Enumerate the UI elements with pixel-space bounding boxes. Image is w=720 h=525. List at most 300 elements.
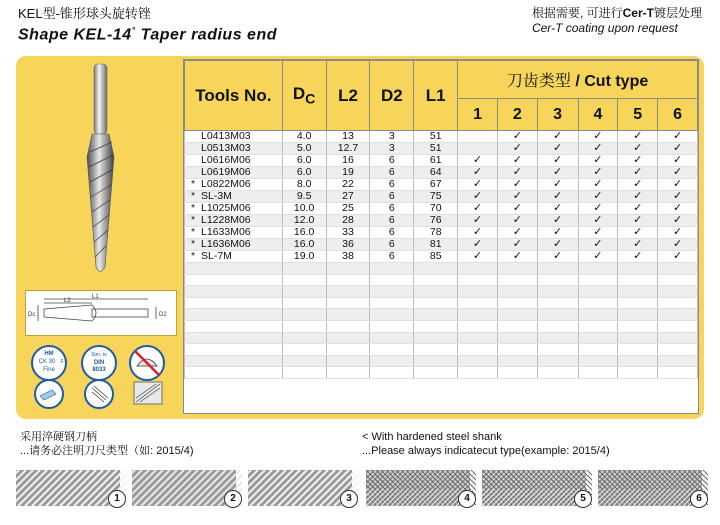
empty-cell: [658, 367, 698, 379]
dim-l2: L2: [64, 298, 71, 304]
cut-5-check-icon: ✓: [618, 167, 658, 179]
empty-cell: [497, 332, 537, 344]
cut-sample-1: [16, 466, 126, 510]
empty-cell: [370, 344, 414, 356]
table-row: [185, 143, 698, 155]
empty-cell: [497, 367, 537, 379]
cut-3-check-icon: ✓: [537, 131, 578, 143]
cut-6-check-icon: ✓: [658, 215, 698, 227]
cut-4-check-icon: ✓: [578, 167, 618, 179]
cut-6-check-icon: ✓: [658, 227, 698, 239]
empty-cell: [370, 297, 414, 309]
cut-3-check-icon: ✓: [537, 191, 578, 203]
cut-3-check-icon: ✓: [537, 215, 578, 227]
empty-cell: [414, 344, 458, 356]
title-en-rest: Taper radius end: [140, 26, 277, 44]
empty-cell: [326, 286, 370, 298]
empty-cell: [658, 355, 698, 367]
star-marker: *: [191, 190, 196, 202]
l2-cell: 22: [326, 179, 370, 191]
empty-cell: [414, 320, 458, 332]
empty-cell: [282, 344, 326, 356]
dc-cell: 6.0: [282, 155, 326, 167]
empty-cell: [414, 309, 458, 321]
sim-to-label: Sim. to: [91, 352, 107, 358]
cut-6-check-icon: ✓: [658, 155, 698, 167]
empty-cell: [658, 320, 698, 332]
cut-sample-number-badge: 4: [458, 490, 476, 508]
star-marker: *: [191, 214, 196, 226]
cut-5-check-icon: ✓: [618, 239, 658, 251]
cut-5-check-icon: ✓: [618, 155, 658, 167]
cut-4-check-icon: ✓: [578, 239, 618, 251]
cut-sample-5: [482, 466, 592, 510]
empty-cell: [414, 286, 458, 298]
empty-cell: [497, 355, 537, 367]
dc-cell: 19.0: [282, 251, 326, 263]
caption-cn-line1: 采用淬硬钢刀柄: [20, 431, 97, 443]
empty-cell: [185, 355, 283, 367]
empty-cell: [458, 263, 498, 275]
empty-cell: [658, 309, 698, 321]
dim-dc: Dc: [28, 312, 36, 318]
cut-2-check-icon: ✓: [497, 239, 537, 251]
cut-4-check-icon: ✓: [578, 143, 618, 155]
cut-3-check-icon: ✓: [537, 203, 578, 215]
l1-cell: 64: [414, 167, 458, 179]
empty-cell: [537, 320, 578, 332]
empty-cell: [282, 286, 326, 298]
empty-cell: [185, 263, 283, 275]
tool-number: L1636M06: [201, 238, 251, 250]
tool-number-cell: [185, 203, 283, 215]
tool-number: L0616M06: [201, 154, 251, 166]
dc-cell: 10.0: [282, 203, 326, 215]
empty-cell: [458, 309, 498, 321]
l2-cell: 38: [326, 251, 370, 263]
empty-cell: [537, 332, 578, 344]
cut-5-check-icon: ✓: [618, 251, 658, 263]
title-block: [18, 6, 277, 44]
grade-side-label: F: [60, 359, 64, 365]
col-cut-4: 4: [578, 99, 618, 131]
empty-cell: [658, 274, 698, 286]
empty-cell: [537, 309, 578, 321]
cut-4-check-icon: ✓: [578, 179, 618, 191]
empty-cell: [618, 286, 658, 298]
coating-note: [532, 6, 702, 36]
spec-table-container: [183, 59, 699, 414]
l1-cell: 51: [414, 143, 458, 155]
col-cut-3: 3: [537, 99, 578, 131]
empty-cell: [414, 274, 458, 286]
col-dc-main: D: [292, 83, 306, 103]
l2-cell: 19: [326, 167, 370, 179]
cut-3-check-icon: ✓: [537, 155, 578, 167]
table-row-empty: [185, 355, 698, 367]
empty-cell: [537, 344, 578, 356]
cut-3-check-icon: ✓: [537, 227, 578, 239]
cut-5-check-icon: ✓: [618, 227, 658, 239]
cut-5-check-icon: ✓: [618, 143, 658, 155]
coating-note-cn: [532, 6, 702, 21]
tool-number-cell: [185, 191, 283, 203]
cut-2-check-icon: ✓: [497, 203, 537, 215]
star-marker: *: [191, 250, 196, 262]
l2-cell: 12.7: [326, 143, 370, 155]
l2-cell: 33: [326, 227, 370, 239]
cut-sample-6: [598, 466, 708, 510]
empty-cell: [370, 367, 414, 379]
col-l2: L2: [326, 61, 370, 131]
cut-sample-number-badge: 1: [108, 490, 126, 508]
empty-cell: [537, 263, 578, 275]
tool-number-cell: [185, 143, 283, 155]
l1-cell: 70: [414, 203, 458, 215]
empty-cell: [414, 332, 458, 344]
cut-2-check-icon: ✓: [497, 131, 537, 143]
empty-cell: [458, 344, 498, 356]
tool-number-cell: [185, 179, 283, 191]
empty-cell: [537, 286, 578, 298]
empty-cell: [370, 263, 414, 275]
d2-cell: 6: [370, 179, 414, 191]
empty-cell: [537, 367, 578, 379]
cut-5-check-icon: ✓: [618, 203, 658, 215]
cut-type-en: Cut type: [584, 73, 649, 90]
empty-cell: [370, 320, 414, 332]
title-en-main: Shape KEL-14: [18, 26, 132, 44]
empty-cell: [658, 332, 698, 344]
fine-label: Fine: [43, 367, 55, 373]
cut-4-check-icon: ✓: [578, 215, 618, 227]
empty-cell: [578, 355, 618, 367]
dc-cell: 9.5: [282, 191, 326, 203]
empty-cell: [618, 309, 658, 321]
cut-6-check-icon: ✓: [658, 239, 698, 251]
caption-en-line1: < With hardened steel shank: [362, 431, 502, 443]
empty-cell: [370, 332, 414, 344]
table-row-empty: [185, 297, 698, 309]
star-marker: *: [191, 178, 196, 190]
cut-type-sep: /: [575, 73, 580, 90]
star-marker: *: [191, 202, 196, 214]
din-label: DIN: [93, 360, 105, 366]
burr-tool-illustration: [22, 62, 177, 284]
empty-cell: [326, 263, 370, 275]
table-row: [185, 167, 698, 179]
empty-cell: [578, 263, 618, 275]
cut-2-check-icon: ✓: [497, 155, 537, 167]
empty-cell: [185, 367, 283, 379]
empty-cell: [326, 320, 370, 332]
empty-cell: [618, 320, 658, 332]
table-row: [185, 179, 698, 191]
cut-sample-3: [248, 466, 358, 510]
tool-number-cell: [185, 251, 283, 263]
caption-cn: [20, 430, 194, 458]
empty-cell: [537, 274, 578, 286]
dim-l1: L1: [92, 294, 99, 300]
l1-cell: 61: [414, 155, 458, 167]
empty-cell: [458, 367, 498, 379]
table-row-empty: [185, 274, 698, 286]
title-en-degree: °: [131, 25, 136, 35]
dim-d2: D2: [159, 312, 167, 318]
l1-cell: 75: [414, 191, 458, 203]
empty-cell: [497, 320, 537, 332]
empty-cell: [414, 367, 458, 379]
dc-cell: 6.0: [282, 167, 326, 179]
tool-number: L0619M06: [201, 166, 251, 178]
grade-label: CK 30: [38, 359, 56, 365]
cut-3-check-icon: ✓: [537, 143, 578, 155]
empty-cell: [658, 297, 698, 309]
empty-cell: [618, 367, 658, 379]
tool-number-cell: [185, 167, 283, 179]
empty-cell: [458, 274, 498, 286]
empty-cell: [658, 344, 698, 356]
d2-cell: 6: [370, 239, 414, 251]
table-row: [185, 131, 698, 143]
table-row: [185, 155, 698, 167]
title-cn: KEL型-锥形球头旋转锉: [18, 6, 151, 21]
cut-1-check-icon: ✓: [458, 227, 498, 239]
empty-cell: [185, 297, 283, 309]
col-cut-2: 2: [497, 99, 537, 131]
cut-2-check-icon: ✓: [497, 179, 537, 191]
empty-cell: [618, 263, 658, 275]
dc-cell: 5.0: [282, 143, 326, 155]
cut-2-check-icon: ✓: [497, 215, 537, 227]
empty-cell: [658, 286, 698, 298]
empty-cell: [282, 297, 326, 309]
empty-cell: [185, 274, 283, 286]
empty-cell: [414, 263, 458, 275]
table-row-empty: [185, 344, 698, 356]
cut-3-check-icon: ✓: [537, 167, 578, 179]
cut-5-check-icon: ✓: [618, 131, 658, 143]
tool-number-cell: [185, 131, 283, 143]
tool-number-cell: [185, 215, 283, 227]
empty-cell: [185, 332, 283, 344]
empty-cell: [185, 286, 283, 298]
cut-1-check-icon: [458, 131, 498, 143]
l1-cell: 85: [414, 251, 458, 263]
empty-cell: [458, 286, 498, 298]
cut-1-check-icon: ✓: [458, 155, 498, 167]
d2-cell: 6: [370, 167, 414, 179]
cut-6-check-icon: ✓: [658, 203, 698, 215]
empty-cell: [282, 263, 326, 275]
empty-cell: [578, 309, 618, 321]
cut-6-check-icon: ✓: [658, 251, 698, 263]
dc-cell: 12.0: [282, 215, 326, 227]
coating-cn-pre: 根据需要, 可进行: [531, 6, 623, 20]
cut-sample-number-badge: 5: [574, 490, 592, 508]
empty-cell: [458, 332, 498, 344]
l1-cell: 67: [414, 179, 458, 191]
empty-cell: [326, 344, 370, 356]
empty-cell: [497, 309, 537, 321]
cut-2-check-icon: ✓: [497, 251, 537, 263]
empty-cell: [618, 344, 658, 356]
cut-1-check-icon: ✓: [458, 239, 498, 251]
empty-cell: [578, 286, 618, 298]
empty-cell: [578, 297, 618, 309]
table-row: [185, 215, 698, 227]
coating-cn-bold: Cer-T: [622, 6, 654, 20]
tool-number: L0413M03: [201, 130, 251, 142]
tool-number: L0513M03: [201, 142, 251, 154]
dc-cell: 4.0: [282, 131, 326, 143]
table-row: [185, 203, 698, 215]
material-label: HM: [44, 351, 54, 357]
tool-number: SL-3M: [201, 190, 232, 202]
l1-cell: 78: [414, 227, 458, 239]
l1-cell: 81: [414, 239, 458, 251]
empty-cell: [282, 355, 326, 367]
empty-cell: [326, 297, 370, 309]
empty-cell: [282, 274, 326, 286]
cut-sample-number-badge: 6: [690, 490, 708, 508]
dimension-drawing: [25, 290, 177, 336]
cut-4-check-icon: ✓: [578, 227, 618, 239]
empty-cell: [185, 320, 283, 332]
empty-cell: [497, 263, 537, 275]
col-cut-type: [458, 61, 698, 99]
d2-cell: 6: [370, 215, 414, 227]
table-row-empty: [185, 367, 698, 379]
col-cut-6: 6: [658, 99, 698, 131]
l2-cell: 27: [326, 191, 370, 203]
tool-number: L1025M06: [201, 202, 251, 214]
empty-cell: [326, 367, 370, 379]
tool-number: SL-7M: [201, 250, 232, 262]
tool-number: L0822M06: [201, 178, 251, 190]
cut-1-check-icon: ✓: [458, 251, 498, 263]
empty-cell: [618, 274, 658, 286]
d2-cell: 3: [370, 143, 414, 155]
tool-number: L1633M06: [201, 226, 251, 238]
l2-cell: 25: [326, 203, 370, 215]
empty-cell: [618, 297, 658, 309]
cut-6-check-icon: ✓: [658, 179, 698, 191]
empty-cell: [618, 355, 658, 367]
dimension-svg: [26, 291, 176, 335]
empty-cell: [578, 320, 618, 332]
cut-2-check-icon: ✓: [497, 227, 537, 239]
spec-table: [184, 60, 698, 379]
illustration-column: [22, 62, 177, 412]
empty-cell: [282, 320, 326, 332]
table-row-empty: [185, 286, 698, 298]
cut-6-check-icon: ✓: [658, 191, 698, 203]
table-row-empty: [185, 320, 698, 332]
col-dc-sub: C: [305, 91, 316, 108]
table-row: [185, 227, 698, 239]
d2-cell: 6: [370, 191, 414, 203]
empty-cell: [578, 332, 618, 344]
cut-type-cn: 刀齿类型: [506, 73, 571, 90]
cut-2-check-icon: ✓: [497, 167, 537, 179]
empty-cell: [414, 297, 458, 309]
empty-cell: [458, 355, 498, 367]
material-icons: [22, 344, 177, 410]
din-number-label: 8033: [92, 367, 106, 373]
cut-2-check-icon: ✓: [497, 191, 537, 203]
table-row-empty: [185, 309, 698, 321]
col-dc: [282, 61, 326, 131]
cut-3-check-icon: ✓: [537, 251, 578, 263]
cut-sample-4: [366, 466, 476, 510]
coating-cn-post: 镀层处理: [653, 6, 702, 20]
empty-cell: [497, 274, 537, 286]
cut-4-check-icon: ✓: [578, 251, 618, 263]
empty-cell: [326, 274, 370, 286]
empty-cell: [537, 355, 578, 367]
col-tools-no: Tools No.: [185, 61, 283, 131]
cut-4-check-icon: ✓: [578, 203, 618, 215]
d2-cell: 3: [370, 131, 414, 143]
d2-cell: 6: [370, 203, 414, 215]
table-row: [185, 191, 698, 203]
cut-1-check-icon: ✓: [458, 179, 498, 191]
col-cut-5: 5: [618, 99, 658, 131]
empty-cell: [578, 367, 618, 379]
empty-cell: [458, 297, 498, 309]
cut-sample-2: [132, 466, 242, 510]
star-marker: *: [191, 226, 196, 238]
cut-1-check-icon: ✓: [458, 191, 498, 203]
tool-number-cell: [185, 239, 283, 251]
cut-6-check-icon: ✓: [658, 143, 698, 155]
tool-number: L1228M06: [201, 214, 251, 226]
caption-en: [362, 430, 610, 458]
col-d2: D2: [370, 61, 414, 131]
table-row-empty: [185, 263, 698, 275]
cut-5-check-icon: ✓: [618, 179, 658, 191]
empty-cell: [370, 309, 414, 321]
empty-cell: [370, 355, 414, 367]
col-l1: L1: [414, 61, 458, 131]
empty-cell: [282, 309, 326, 321]
empty-cell: [326, 355, 370, 367]
empty-cell: [185, 344, 283, 356]
empty-cell: [326, 309, 370, 321]
dc-cell: 16.0: [282, 227, 326, 239]
tool-number-cell: [185, 227, 283, 239]
cut-sample-number-badge: 3: [340, 490, 358, 508]
title-en: [18, 21, 277, 44]
cut-1-check-icon: ✓: [458, 203, 498, 215]
empty-cell: [497, 286, 537, 298]
empty-cell: [414, 355, 458, 367]
tool-number-cell: [185, 155, 283, 167]
table-row: [185, 239, 698, 251]
l1-cell: 51: [414, 131, 458, 143]
empty-cell: [370, 286, 414, 298]
caption-en-line2: ...Please always indicatecut type(example: 2015/4): [362, 445, 610, 457]
cut-4-check-icon: ✓: [578, 191, 618, 203]
d2-cell: 6: [370, 251, 414, 263]
empty-cell: [578, 274, 618, 286]
cut-4-check-icon: ✓: [578, 131, 618, 143]
l2-cell: 16: [326, 155, 370, 167]
cut-5-check-icon: ✓: [618, 191, 658, 203]
empty-cell: [578, 344, 618, 356]
col-cut-1: 1: [458, 99, 498, 131]
